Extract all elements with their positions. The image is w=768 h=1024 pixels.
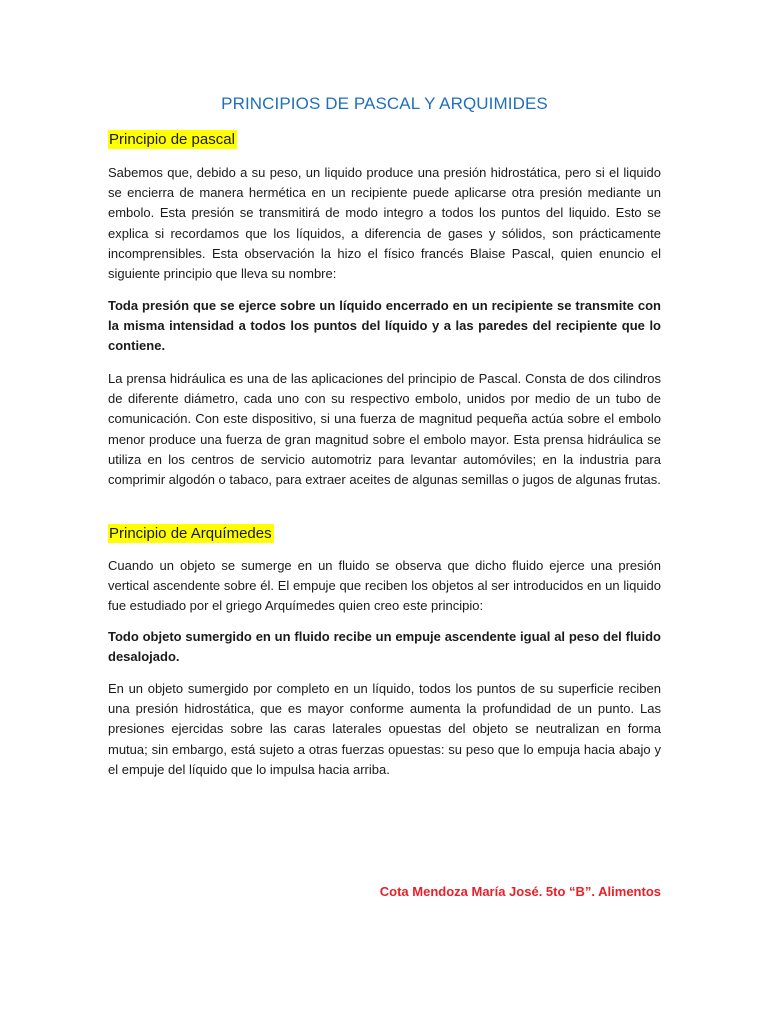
pascal-principle-statement: Toda presión que se ejerce sobre un líquido encerrado en un recipiente se transmite con la misma intensidad a todos los puntos del líquido y a las paredes del recipiente que lo contiene. (108, 298, 661, 354)
document-title: PRINCIPIOS DE PASCAL Y ARQUIMIDES (221, 94, 548, 113)
heading-highlight: Principio de pascal (109, 131, 235, 148)
arquimedes-body-paragraph: En un objeto sumergido por completo en un líquido, todos los puntos de su superficie reciben una presión hidrostática, que es mayor conforme aumenta la profundidad de un punto. Las presiones ejercidas sobre las caras laterales opuestas del objeto se neutralizan en forma mutua; sin embargo, está sujeto a otras fuerzas opuestas: su peso que lo empuja hacia abajo y el empuje del líquido que lo impulsa hacia arriba. (108, 681, 661, 777)
author-signature: Cota Mendoza María José. 5to “B”. Alimentos (379, 884, 661, 899)
section-heading-pascal (108, 130, 237, 150)
pascal-body-paragraph: La prensa hidráulica es una de las aplicaciones del principio de Pascal. Consta de dos cilindros de diferente diámetro, cada uno con su respectivo embolo, unidos por medio de un tubo de comunicación. Con este dispositivo, si una fuerza de magnitud pequeña actúa sobre el embolo menor produce una fuerza de gran magnitud sobre el embolo mayor. Esta prensa hidráulica se utiliza en los centros de servicio automotriz para levantar automóviles; en la industria para comprimir algodón o tabaco, para extraer aceites de algunas semillas o jugos de algunas frutas. (108, 371, 661, 488)
arquimedes-intro-paragraph: Cuando un objeto se sumerge en un fluido se observa que dicho fluido ejerce una presión vertical ascendente sobre él. El empuje que reciben los objetos al ser introducidos en un liquido fue estudiado por el griego Arquímedes quien creo este principio: (108, 558, 661, 614)
pascal-intro-paragraph: Sabemos que, debido a su peso, un liquido produce una presión hidrostática, pero si el liquido se encierra de manera hermética en un recipiente puede aplicarse otra presión mediante un embolo. Esta presión se transmitirá de modo integro a todos los puntos del liquido. Esto se explica si recordamos que los líquidos, a diferencia de gases y sólidos, son prácticamente incomprensibles. Esta observación la hizo el físico francés Blaise Pascal, quien enuncio el siguiente principio que lleva su nombre: (108, 165, 661, 282)
section-heading-arquimedes (108, 524, 274, 544)
arquimedes-principle-statement: Todo objeto sumergido en un fluido recibe un empuje ascendente igual al peso del fluido desalojado. (108, 629, 661, 665)
heading-highlight: Principio de Arquímedes (109, 525, 272, 542)
